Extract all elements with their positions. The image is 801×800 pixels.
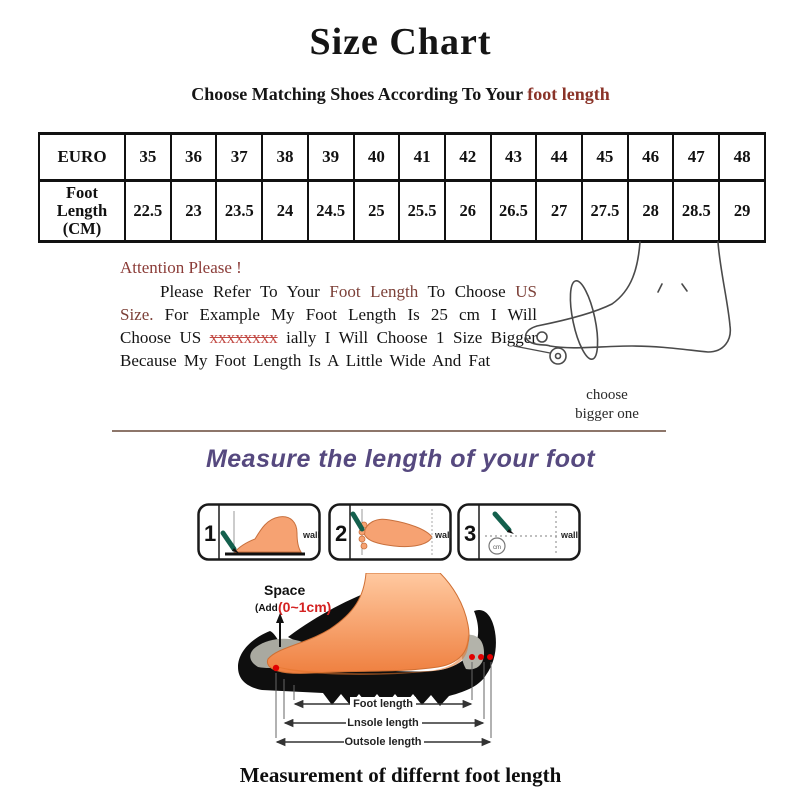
attention-text: To Choose <box>418 282 516 301</box>
size-cell: 23.5 <box>216 181 262 242</box>
subtitle <box>0 84 801 105</box>
size-cell: 26 <box>445 181 491 242</box>
step-panel-3 <box>457 503 583 563</box>
size-cell: 24 <box>262 181 308 242</box>
size-cell: 48 <box>719 134 765 181</box>
wall-label: wall <box>435 530 453 540</box>
subtitle-text: Choose Matching Shoes According To Your <box>191 84 528 104</box>
size-cell: 46 <box>628 134 674 181</box>
tape-roll-center <box>556 354 561 359</box>
step-number: 1 <box>204 521 217 546</box>
tape-string <box>514 346 550 353</box>
size-cell: 29 <box>719 181 765 242</box>
attention-us-size: US Size. <box>120 282 537 324</box>
foot-measure-sketch <box>512 240 797 382</box>
attention-block <box>120 256 537 372</box>
size-cell: 28 <box>628 181 674 242</box>
toe-bump <box>361 543 367 549</box>
size-cell: 37 <box>216 134 262 181</box>
step-number: 3 <box>464 521 477 546</box>
size-table <box>38 132 766 243</box>
size-cell: 47 <box>673 134 719 181</box>
size-cell: 27.5 <box>582 181 628 242</box>
outsole-length-label: Outsole length <box>344 736 422 748</box>
space-label: Space <box>264 582 306 598</box>
toe-dot <box>273 665 279 671</box>
foot-length-diagram <box>228 573 576 765</box>
foot-outline <box>526 242 731 352</box>
toe-bump <box>359 536 365 542</box>
attention-censored: xxxxxxxx <box>209 328 278 347</box>
insole-length-label: Lnsole length <box>347 717 419 729</box>
big-toe <box>537 332 547 342</box>
size-cell: 40 <box>354 134 400 181</box>
heel-dot <box>487 654 493 660</box>
heel-dot <box>469 654 475 660</box>
wall-label: wall <box>561 530 579 540</box>
bottom-caption: Measurement of differnt foot length <box>239 763 562 787</box>
space-add-label: (Add <box>255 603 278 614</box>
size-cell: 39 <box>308 134 354 181</box>
row-header: Foot Length (CM) <box>39 181 125 242</box>
size-cell: 38 <box>262 134 308 181</box>
attention-heading: Attention Please ! <box>120 258 242 277</box>
size-cell: 43 <box>491 134 537 181</box>
size-cell: 41 <box>399 134 445 181</box>
size-cell: 35 <box>125 134 171 181</box>
table-row <box>39 181 765 242</box>
ankle-dimples <box>658 284 687 292</box>
attention-text: ially I Will Choose 1 Size Bigger Because My Foot Length Is A Little Wide And Fat <box>120 328 538 370</box>
size-cell: 27 <box>536 181 582 242</box>
size-cell: 26.5 <box>491 181 537 242</box>
size-cell: 42 <box>445 134 491 181</box>
sketch-caption-line: bigger one <box>575 406 639 422</box>
attention-foot-length: Foot Length <box>329 282 419 301</box>
measure-heading: Measure the length of your foot <box>205 445 596 473</box>
size-cell: 45 <box>582 134 628 181</box>
tape-roll-icon <box>550 348 566 364</box>
cm-label: cm <box>493 545 501 551</box>
attention-paragraph <box>120 280 537 372</box>
step-number: 2 <box>335 521 348 546</box>
foot-length-label: Foot length <box>353 698 413 710</box>
subtitle-highlight: foot length <box>527 84 610 104</box>
size-cell: 25.5 <box>399 181 445 242</box>
size-cell: 24.5 <box>308 181 354 242</box>
size-cell: 22.5 <box>125 181 171 242</box>
page-title: Size Chart <box>309 21 492 63</box>
wall-label: wall <box>303 530 321 540</box>
size-cell: 25 <box>354 181 400 242</box>
tape-loop-icon <box>565 279 603 362</box>
section-divider <box>112 430 666 432</box>
size-cell: 44 <box>536 134 582 181</box>
size-cell: 28.5 <box>673 181 719 242</box>
row-header: EURO <box>39 134 125 181</box>
attention-text: Please Refer To Your <box>160 282 330 301</box>
table-row <box>39 134 765 181</box>
heel-dot <box>478 654 484 660</box>
space-range-label: (0~1cm) <box>278 599 332 615</box>
size-table-body <box>39 134 765 242</box>
attention-text: For Example My Foot Length Is 25 cm I Will Choose US <box>120 305 537 347</box>
sketch-caption <box>540 386 674 424</box>
step-panel-1 <box>197 503 323 563</box>
size-cell: 36 <box>171 134 217 181</box>
step-panel-2 <box>328 503 454 563</box>
size-cell: 23 <box>171 181 217 242</box>
sketch-caption-line: choose <box>586 387 628 403</box>
